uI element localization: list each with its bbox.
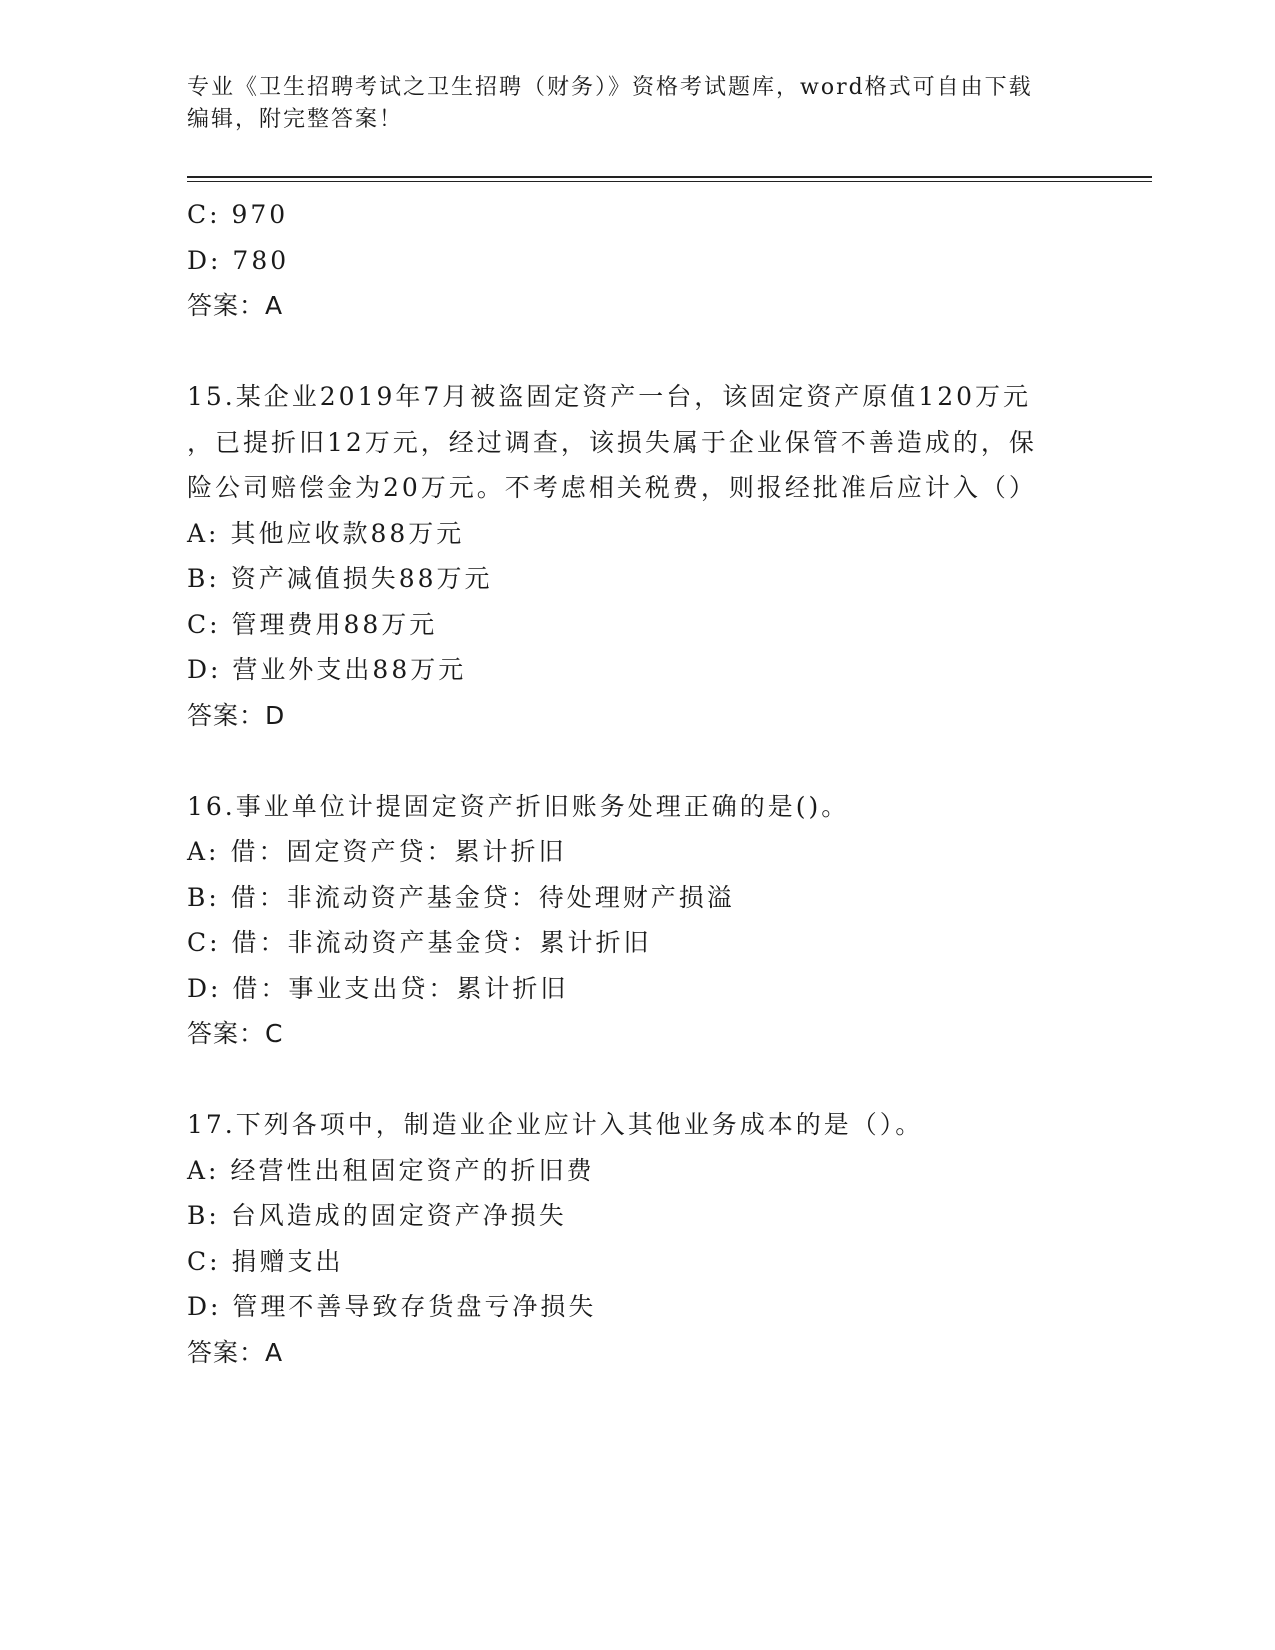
question-stem-line: 15.某企业2019年7月被盗固定资产一台，该固定资产原值120万元 <box>187 382 1032 411</box>
option-text: 台风造成的固定资产净损失 <box>230 1201 567 1230</box>
option-text: 借：非流动资产基金贷：待处理财产损溢 <box>230 882 735 912</box>
option-letter: D: <box>187 1292 233 1321</box>
option-d <box>187 647 1087 693</box>
option-a <box>187 511 1087 557</box>
option-text: 管理费用88万元 <box>231 609 438 639</box>
option-text: 管理不善导致存货盘亏净损失 <box>232 1292 597 1321</box>
option-text: 780 <box>232 245 290 275</box>
header-line-2: 编辑，附完整答案！ <box>187 107 404 132</box>
header-rule-thin <box>187 181 1152 182</box>
spacer <box>187 329 1087 375</box>
option-letter: D: <box>187 973 233 1003</box>
option-b <box>187 556 1087 602</box>
question-15 <box>187 374 1087 738</box>
option-letter: C: <box>187 1246 232 1276</box>
answer-line: 答案：A <box>187 291 284 320</box>
option-letter: A: <box>187 1155 231 1185</box>
option-letter: C: <box>187 200 232 229</box>
question-stem-line: 17.下列各项中，制造业企业应计入其他业务成本的是（）。 <box>187 1110 924 1139</box>
option-c <box>187 602 1087 648</box>
option-letter: A: <box>187 518 231 548</box>
option-b <box>187 875 1087 921</box>
option-c <box>187 920 1087 966</box>
header-line-1: 专业《卫生招聘考试之卫生招聘（财务）》资格考试题库，word格式可自由下载 <box>187 75 1033 100</box>
option-a <box>187 1148 1087 1194</box>
answer-line: 答案：D <box>187 700 286 730</box>
option-text: 经营性出租固定资产的折旧费 <box>230 1155 595 1185</box>
option-letter: B: <box>187 564 231 593</box>
option-letter: A: <box>187 837 231 866</box>
question-16 <box>187 784 1087 1057</box>
option-letter: B: <box>187 882 231 912</box>
option-letter: C: <box>187 609 232 639</box>
option-text: 资产减值损失88万元 <box>230 564 493 593</box>
spacer <box>187 1057 1087 1103</box>
answer-line: 答案：C <box>187 1019 284 1048</box>
header-rule-thick <box>187 176 1152 178</box>
option-c <box>187 192 1087 238</box>
option-text: 其他应收款88万元 <box>230 518 465 548</box>
option-d <box>187 966 1087 1012</box>
option-d <box>187 238 1087 284</box>
question-stem-line: ，已提折旧12万元，经过调查，该损失属于企业保管不善造成的，保 <box>187 427 1037 457</box>
option-text: 借：非流动资产基金贷：累计折旧 <box>231 928 652 957</box>
option-a <box>187 829 1087 875</box>
option-text: 捐赠支出 <box>231 1246 344 1276</box>
option-d <box>187 1284 1087 1330</box>
option-letter: B: <box>187 1201 231 1230</box>
question-stem-line: 16.事业单位计提固定资产折旧账务处理正确的是()。 <box>187 791 850 821</box>
question-list <box>187 192 1087 1375</box>
option-letter: C: <box>187 928 232 957</box>
option-text: 营业外支出88万元 <box>232 655 467 684</box>
previous-question-tail <box>187 192 1087 329</box>
option-letter: D: <box>187 655 233 684</box>
option-text: 借：固定资产贷：累计折旧 <box>230 837 567 866</box>
spacer <box>187 738 1087 784</box>
option-text: 借：事业支出贷：累计折旧 <box>232 973 569 1003</box>
option-c <box>187 1239 1087 1285</box>
question-stem-line: 险公司赔偿金为20万元。不考虑相关税费，则报经批准后应计入（） <box>187 473 1037 502</box>
option-b <box>187 1193 1087 1239</box>
option-text: 970 <box>231 200 289 229</box>
answer-line: 答案：A <box>187 1337 284 1367</box>
option-letter: D: <box>187 245 233 275</box>
document-header <box>187 72 1067 136</box>
question-17 <box>187 1102 1087 1375</box>
